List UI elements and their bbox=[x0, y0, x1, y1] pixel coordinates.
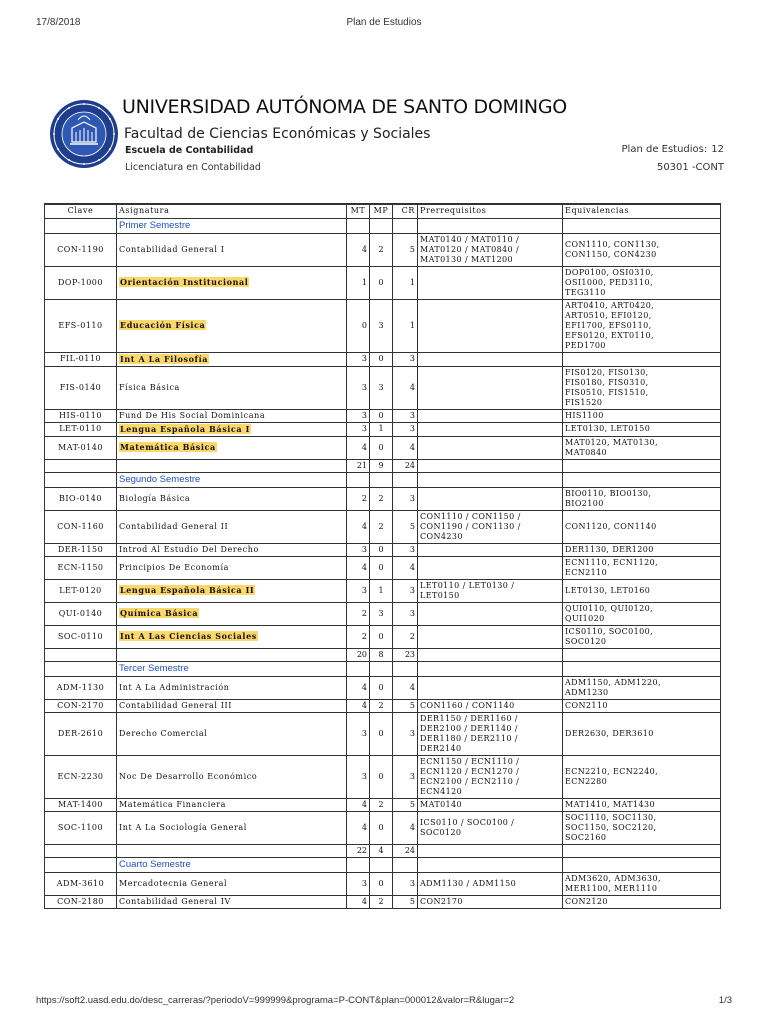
course-mt: 4 bbox=[347, 556, 370, 579]
course-equivalences: LET0130, LET0150 bbox=[563, 422, 721, 436]
course-row bbox=[45, 579, 721, 602]
course-mp: 0 bbox=[370, 556, 393, 579]
course-code: MAT-0140 bbox=[45, 436, 117, 459]
semester-spacer bbox=[418, 661, 563, 676]
totals-spacer bbox=[45, 844, 117, 857]
course-name bbox=[117, 409, 347, 422]
course-name bbox=[117, 579, 347, 602]
course-name bbox=[117, 755, 347, 798]
university-seal-icon bbox=[48, 98, 120, 170]
course-code: DER-1150 bbox=[45, 543, 117, 556]
course-equivalences: DOP0100, OSI0310, OSI1000, PED3110, TEG3110 bbox=[563, 266, 721, 299]
course-name bbox=[117, 602, 347, 625]
course-equivalences: MAT0120, MAT0130, MAT0840 bbox=[563, 436, 721, 459]
course-name-text: Int A La Sociología General bbox=[119, 822, 247, 832]
course-cr: 3 bbox=[393, 352, 418, 366]
course-code: ADM-3610 bbox=[45, 872, 117, 895]
course-mt: 4 bbox=[347, 676, 370, 699]
course-code: ADM-1130 bbox=[45, 676, 117, 699]
course-name-text: Contabilidad General II bbox=[119, 521, 229, 531]
totals-spacer bbox=[418, 459, 563, 472]
course-name-text: Int A La Filosofía bbox=[120, 353, 209, 364]
col-header-prerequisites: Prerrequisitos bbox=[418, 204, 563, 218]
course-cr: 3 bbox=[393, 602, 418, 625]
total-mp: 4 bbox=[370, 844, 393, 857]
totals-row bbox=[45, 648, 721, 661]
course-row bbox=[45, 811, 721, 844]
course-cr: 3 bbox=[393, 755, 418, 798]
course-mp: 0 bbox=[370, 811, 393, 844]
course-cr: 3 bbox=[393, 712, 418, 755]
course-mp: 2 bbox=[370, 895, 393, 908]
semester-spacer bbox=[418, 472, 563, 487]
course-name-text: Contabilidad General IV bbox=[119, 896, 231, 906]
course-code: SOC-0110 bbox=[45, 625, 117, 648]
course-mp: 2 bbox=[370, 699, 393, 712]
course-prerequisites: CON2170 bbox=[418, 895, 563, 908]
course-cr: 5 bbox=[393, 798, 418, 811]
semester-row bbox=[45, 857, 721, 872]
course-mt: 2 bbox=[347, 487, 370, 510]
course-row bbox=[45, 352, 721, 366]
course-prerequisites: ICS0110 / SOC0100 / SOC0120 bbox=[418, 811, 563, 844]
course-name-text: Educación Física bbox=[120, 320, 206, 330]
course-row bbox=[45, 436, 721, 459]
totals-spacer bbox=[563, 648, 721, 661]
course-cr: 3 bbox=[393, 409, 418, 422]
course-code: CON-2180 bbox=[45, 895, 117, 908]
semester-title: Cuarto Semestre bbox=[119, 858, 191, 870]
semester-label bbox=[117, 472, 347, 487]
course-name bbox=[117, 543, 347, 556]
course-name bbox=[117, 556, 347, 579]
course-mt: 0 bbox=[347, 299, 370, 352]
course-prerequisites bbox=[418, 436, 563, 459]
course-equivalences: CON1120, CON1140 bbox=[563, 510, 721, 543]
course-row bbox=[45, 755, 721, 798]
course-code: LET-0110 bbox=[45, 422, 117, 436]
course-name bbox=[117, 422, 347, 436]
course-code: LET-0120 bbox=[45, 579, 117, 602]
course-name bbox=[117, 233, 347, 266]
course-mt: 4 bbox=[347, 811, 370, 844]
course-cr: 2 bbox=[393, 625, 418, 648]
course-row bbox=[45, 798, 721, 811]
course-mt: 1 bbox=[347, 266, 370, 299]
course-mp: 0 bbox=[370, 352, 393, 366]
course-mp: 1 bbox=[370, 579, 393, 602]
course-prerequisites bbox=[418, 676, 563, 699]
print-title: Plan de Estudios bbox=[346, 17, 422, 28]
course-mt: 3 bbox=[347, 872, 370, 895]
totals-spacer bbox=[45, 648, 117, 661]
course-mp: 0 bbox=[370, 543, 393, 556]
faculty-name: Facultad de Ciencias Económicas y Sociales bbox=[124, 126, 431, 142]
semester-title: Primer Semestre bbox=[119, 219, 191, 231]
total-mp: 8 bbox=[370, 648, 393, 661]
totals-spacer bbox=[418, 844, 563, 857]
course-row bbox=[45, 543, 721, 556]
course-mt: 4 bbox=[347, 510, 370, 543]
course-row bbox=[45, 699, 721, 712]
course-mt: 3 bbox=[347, 712, 370, 755]
course-cr: 5 bbox=[393, 510, 418, 543]
course-name bbox=[117, 487, 347, 510]
course-name bbox=[117, 510, 347, 543]
semester-spacer bbox=[370, 857, 393, 872]
semester-spacer bbox=[393, 218, 418, 233]
course-name bbox=[117, 299, 347, 352]
semester-spacer bbox=[563, 472, 721, 487]
course-equivalences: CON2110 bbox=[563, 699, 721, 712]
semester-spacer bbox=[370, 661, 393, 676]
course-name-text: Contabilidad General I bbox=[119, 244, 225, 254]
course-code: CON-1190 bbox=[45, 233, 117, 266]
course-equivalences: ECN1110, ECN1120, ECN2110 bbox=[563, 556, 721, 579]
course-code: HIS-0110 bbox=[45, 409, 117, 422]
table-header-row bbox=[45, 204, 721, 218]
totals-spacer bbox=[117, 844, 347, 857]
course-row bbox=[45, 556, 721, 579]
print-date: 17/8/2018 bbox=[36, 17, 81, 28]
course-cr: 3 bbox=[393, 487, 418, 510]
course-name-text: Biología Básica bbox=[119, 493, 191, 503]
course-equivalences: LET0130, LET0160 bbox=[563, 579, 721, 602]
course-name-text: Noc De Desarrollo Económico bbox=[119, 771, 258, 781]
semester-spacer bbox=[563, 661, 721, 676]
course-cr: 5 bbox=[393, 699, 418, 712]
course-mp: 3 bbox=[370, 366, 393, 409]
course-mp: 0 bbox=[370, 625, 393, 648]
col-header-clave: Clave bbox=[45, 204, 117, 218]
course-prerequisites bbox=[418, 602, 563, 625]
course-name bbox=[117, 366, 347, 409]
course-cr: 5 bbox=[393, 233, 418, 266]
course-mp: 2 bbox=[370, 233, 393, 266]
course-mp: 0 bbox=[370, 712, 393, 755]
course-code: CON-2170 bbox=[45, 699, 117, 712]
course-code: SOC-1100 bbox=[45, 811, 117, 844]
course-name bbox=[117, 436, 347, 459]
semester-spacer bbox=[45, 218, 117, 233]
semester-spacer bbox=[45, 472, 117, 487]
totals-row bbox=[45, 459, 721, 472]
course-cr: 5 bbox=[393, 895, 418, 908]
course-equivalences: ADM3620, ADM3630, MER1100, MER1110 bbox=[563, 872, 721, 895]
semester-row bbox=[45, 218, 721, 233]
semester-spacer bbox=[418, 857, 563, 872]
course-name bbox=[117, 699, 347, 712]
col-header-cr: CR bbox=[393, 204, 418, 218]
course-code: EFS-0110 bbox=[45, 299, 117, 352]
course-equivalences: CON1110, CON1130, CON1150, CON4230 bbox=[563, 233, 721, 266]
course-code: ECN-1150 bbox=[45, 556, 117, 579]
course-mp: 0 bbox=[370, 409, 393, 422]
course-code: DOP-1000 bbox=[45, 266, 117, 299]
course-row bbox=[45, 602, 721, 625]
course-mt: 3 bbox=[347, 352, 370, 366]
course-mt: 3 bbox=[347, 366, 370, 409]
course-mt: 4 bbox=[347, 699, 370, 712]
totals-row bbox=[45, 844, 721, 857]
total-cr: 24 bbox=[393, 844, 418, 857]
total-mt: 20 bbox=[347, 648, 370, 661]
totals-spacer bbox=[563, 459, 721, 472]
course-name bbox=[117, 798, 347, 811]
course-mp: 2 bbox=[370, 487, 393, 510]
semester-spacer bbox=[45, 857, 117, 872]
semester-row bbox=[45, 472, 721, 487]
plan-label: Plan de Estudios: bbox=[621, 144, 708, 155]
course-mp: 3 bbox=[370, 299, 393, 352]
course-mt: 3 bbox=[347, 409, 370, 422]
course-code: FIL-0110 bbox=[45, 352, 117, 366]
plan-number bbox=[622, 144, 724, 155]
totals-spacer bbox=[418, 648, 563, 661]
course-name bbox=[117, 811, 347, 844]
course-prerequisites bbox=[418, 352, 563, 366]
semester-spacer bbox=[418, 218, 563, 233]
course-name-text: Int A La Administración bbox=[119, 682, 230, 692]
course-equivalences: ICS0110, SOC0100, SOC0120 bbox=[563, 625, 721, 648]
course-prerequisites bbox=[418, 366, 563, 409]
course-equivalences: ART0410, ART0420, ART0510, EFI0120, EFI1700, EFS0110, EFS0120, EXT0110, PED1700 bbox=[563, 299, 721, 352]
course-cr: 3 bbox=[393, 422, 418, 436]
course-prerequisites: ECN1150 / ECN1110 / ECN1120 / ECN1270 / ECN2100 / ECN2110 / ECN4120 bbox=[418, 755, 563, 798]
semester-spacer bbox=[347, 661, 370, 676]
course-prerequisites: CON1160 / CON1140 bbox=[418, 699, 563, 712]
semester-spacer bbox=[563, 218, 721, 233]
course-prerequisites bbox=[418, 299, 563, 352]
course-prerequisites: CON1110 / CON1150 / CON1190 / CON1130 / CON4230 bbox=[418, 510, 563, 543]
course-equivalences bbox=[563, 352, 721, 366]
course-row bbox=[45, 872, 721, 895]
semester-label bbox=[117, 857, 347, 872]
course-cr: 4 bbox=[393, 676, 418, 699]
course-equivalences: DER2630, DER3610 bbox=[563, 712, 721, 755]
course-row bbox=[45, 510, 721, 543]
course-mt: 3 bbox=[347, 543, 370, 556]
course-mp: 3 bbox=[370, 602, 393, 625]
course-mp: 0 bbox=[370, 872, 393, 895]
course-row bbox=[45, 233, 721, 266]
course-mt: 3 bbox=[347, 579, 370, 602]
course-cr: 4 bbox=[393, 811, 418, 844]
course-name bbox=[117, 895, 347, 908]
semester-spacer bbox=[393, 472, 418, 487]
course-row bbox=[45, 422, 721, 436]
course-equivalences: DER1130, DER1200 bbox=[563, 543, 721, 556]
semester-spacer bbox=[370, 472, 393, 487]
program-code: 50301 -CONT bbox=[656, 162, 724, 173]
semester-row bbox=[45, 661, 721, 676]
course-row bbox=[45, 487, 721, 510]
semester-spacer bbox=[347, 218, 370, 233]
course-row bbox=[45, 712, 721, 755]
course-name-text: Int A Las Ciencias Sociales bbox=[120, 631, 257, 641]
course-mp: 1 bbox=[370, 422, 393, 436]
course-name bbox=[117, 712, 347, 755]
course-name bbox=[117, 352, 347, 366]
course-prerequisites bbox=[418, 409, 563, 422]
print-url: https://soft2.uasd.edu.do/desc_carreras/?periodoV=999999&programa=P-CONT&plan=000012&valor=R&lugar=2 bbox=[36, 995, 515, 1006]
course-code: BIO-0140 bbox=[45, 487, 117, 510]
semester-spacer bbox=[393, 661, 418, 676]
course-mp: 0 bbox=[370, 266, 393, 299]
col-header-asignatura: Asignatura bbox=[117, 204, 347, 218]
course-prerequisites bbox=[418, 556, 563, 579]
course-name-text: Lengua Española Básica I bbox=[120, 423, 250, 434]
course-name-text: Física Básica bbox=[119, 382, 180, 392]
course-cr: 1 bbox=[393, 266, 418, 299]
total-mt: 21 bbox=[347, 459, 370, 472]
course-mt: 4 bbox=[347, 436, 370, 459]
course-name-text: Lengua Española Básica II bbox=[120, 585, 255, 595]
course-equivalences: CON2120 bbox=[563, 895, 721, 908]
course-mp: 0 bbox=[370, 755, 393, 798]
course-name-text: Principios De Economía bbox=[119, 562, 230, 572]
course-equivalences: FIS0120, FIS0130, FIS0180, FIS0310, FIS0510, FIS1510, FIS1520 bbox=[563, 366, 721, 409]
semester-spacer bbox=[563, 857, 721, 872]
totals-spacer bbox=[117, 648, 347, 661]
course-prerequisites: DER1150 / DER1160 / DER2100 / DER1140 / DER1180 / DER2110 / DER2140 bbox=[418, 712, 563, 755]
totals-spacer bbox=[563, 844, 721, 857]
university-name: UNIVERSIDAD AUTÓNOMA DE SANTO DOMINGO bbox=[122, 96, 567, 118]
course-equivalences: ADM1150, ADM1220, ADM1230 bbox=[563, 676, 721, 699]
col-header-mp: MP bbox=[370, 204, 393, 218]
course-row bbox=[45, 299, 721, 352]
course-code: FIS-0140 bbox=[45, 366, 117, 409]
course-cr: 3 bbox=[393, 579, 418, 602]
course-name bbox=[117, 266, 347, 299]
course-mp: 0 bbox=[370, 436, 393, 459]
total-cr: 24 bbox=[393, 459, 418, 472]
course-name-text: Contabilidad General III bbox=[119, 700, 233, 710]
course-row bbox=[45, 895, 721, 908]
semester-label bbox=[117, 661, 347, 676]
course-name-text: Orientación Institucional bbox=[120, 277, 249, 287]
course-name-text: Matemática Básica bbox=[120, 442, 216, 452]
course-row bbox=[45, 409, 721, 422]
total-mp: 9 bbox=[370, 459, 393, 472]
course-name-text: Química Básica bbox=[120, 608, 199, 618]
course-code: MAT-1400 bbox=[45, 798, 117, 811]
course-name-text: Mercadotecnia General bbox=[119, 878, 228, 888]
course-code: ECN-2230 bbox=[45, 755, 117, 798]
course-name-text: Derecho Comercial bbox=[119, 728, 208, 738]
course-mp: 0 bbox=[370, 676, 393, 699]
degree-name: Licenciatura en Contabilidad bbox=[125, 162, 261, 173]
course-prerequisites bbox=[418, 422, 563, 436]
course-prerequisites bbox=[418, 625, 563, 648]
school-name: Escuela de Contabilidad bbox=[125, 145, 254, 156]
page-number: 1/3 bbox=[718, 995, 732, 1006]
semester-spacer bbox=[370, 218, 393, 233]
course-code: CON-1160 bbox=[45, 510, 117, 543]
totals-spacer bbox=[45, 459, 117, 472]
course-prerequisites bbox=[418, 266, 563, 299]
curriculum-table bbox=[44, 203, 721, 909]
course-equivalences: QUI0110, QUI0120, QUI1020 bbox=[563, 602, 721, 625]
course-mt: 4 bbox=[347, 798, 370, 811]
course-equivalences: MAT1410, MAT1430 bbox=[563, 798, 721, 811]
course-equivalences: ECN2210, ECN2240, ECN2280 bbox=[563, 755, 721, 798]
plan-value: 12 bbox=[711, 144, 724, 155]
course-code: DER-2610 bbox=[45, 712, 117, 755]
course-mt: 2 bbox=[347, 602, 370, 625]
course-prerequisites: MAT0140 / MAT0110 / MAT0120 / MAT0840 / MAT0130 / MAT1200 bbox=[418, 233, 563, 266]
semester-spacer bbox=[45, 661, 117, 676]
course-row bbox=[45, 625, 721, 648]
course-prerequisites bbox=[418, 487, 563, 510]
total-mt: 22 bbox=[347, 844, 370, 857]
course-equivalences: SOC1110, SOC1130, SOC1150, SOC2120, SOC2160 bbox=[563, 811, 721, 844]
course-name-text: Introd Al Estudio Del Derecho bbox=[119, 544, 259, 554]
course-row bbox=[45, 366, 721, 409]
course-mt: 4 bbox=[347, 233, 370, 266]
semester-spacer bbox=[393, 857, 418, 872]
course-prerequisites: MAT0140 bbox=[418, 798, 563, 811]
col-header-equivalences: Equivalencias bbox=[563, 204, 721, 218]
course-cr: 4 bbox=[393, 556, 418, 579]
total-cr: 23 bbox=[393, 648, 418, 661]
course-cr: 4 bbox=[393, 436, 418, 459]
course-mp: 2 bbox=[370, 510, 393, 543]
course-mp: 2 bbox=[370, 798, 393, 811]
semester-title: Tercer Semestre bbox=[119, 662, 189, 674]
course-name-text: Matemática Financiera bbox=[119, 799, 226, 809]
course-cr: 1 bbox=[393, 299, 418, 352]
course-prerequisites: LET0110 / LET0130 / LET0150 bbox=[418, 579, 563, 602]
course-mt: 3 bbox=[347, 422, 370, 436]
totals-spacer bbox=[117, 459, 347, 472]
course-mt: 4 bbox=[347, 895, 370, 908]
course-name-text: Fund De His Social Dominicana bbox=[119, 410, 266, 420]
semester-spacer bbox=[347, 472, 370, 487]
course-code: QUI-0140 bbox=[45, 602, 117, 625]
course-cr: 3 bbox=[393, 872, 418, 895]
course-name bbox=[117, 625, 347, 648]
course-prerequisites bbox=[418, 543, 563, 556]
course-name bbox=[117, 676, 347, 699]
col-header-mt: MT bbox=[347, 204, 370, 218]
course-row bbox=[45, 266, 721, 299]
semester-title: Segundo Semestre bbox=[119, 473, 201, 485]
course-equivalences: BIO0110, BIO0130, BIO2100 bbox=[563, 487, 721, 510]
course-cr: 3 bbox=[393, 543, 418, 556]
course-equivalences: HIS1100 bbox=[563, 409, 721, 422]
semester-spacer bbox=[347, 857, 370, 872]
course-row bbox=[45, 676, 721, 699]
course-prerequisites: ADM1130 / ADM1150 bbox=[418, 872, 563, 895]
course-mt: 2 bbox=[347, 625, 370, 648]
course-mt: 3 bbox=[347, 755, 370, 798]
course-name bbox=[117, 872, 347, 895]
course-cr: 4 bbox=[393, 366, 418, 409]
semester-label bbox=[117, 218, 347, 233]
